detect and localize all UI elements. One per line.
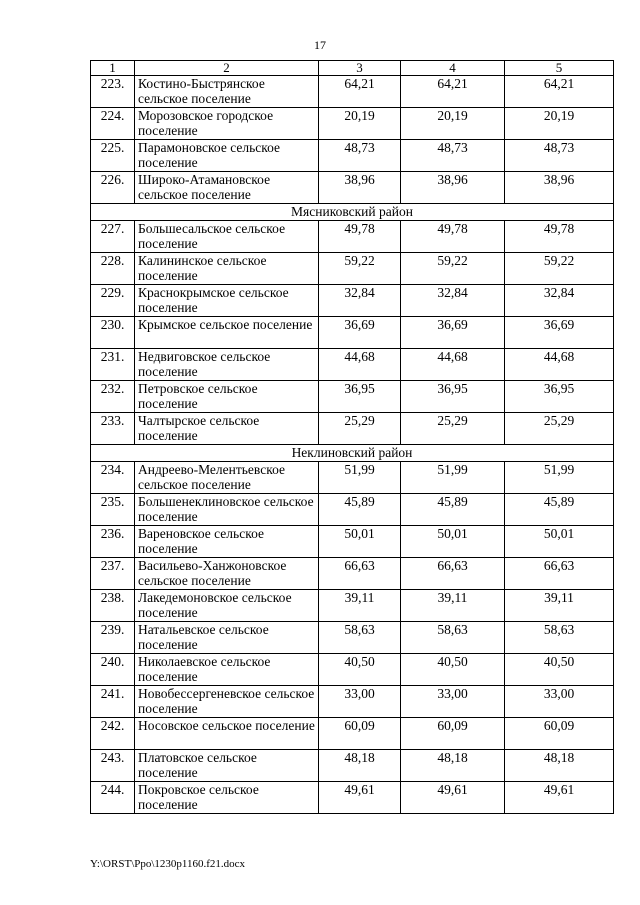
value-col-5: 48,18 — [505, 750, 614, 782]
value-col-3: 36,69 — [319, 317, 401, 349]
value-col-4: 50,01 — [401, 526, 505, 558]
row-number: 228. — [91, 253, 135, 285]
settlement-name: Широко-Атамановское сельское поселение — [135, 172, 319, 204]
column-header: 4 — [401, 61, 505, 76]
row-number: 235. — [91, 494, 135, 526]
value-col-5: 39,11 — [505, 590, 614, 622]
settlement-name: Андреево-Мелентьевское сельское поселение — [135, 462, 319, 494]
value-col-5: 36,69 — [505, 317, 614, 349]
table-row — [91, 140, 614, 172]
settlement-name: Костино-Быстрянское сельское поселение — [135, 76, 319, 108]
settlement-name: Николаевское сельское поселение — [135, 654, 319, 686]
data-table — [90, 60, 614, 814]
row-number: 240. — [91, 654, 135, 686]
table-row — [91, 253, 614, 285]
table-row — [91, 718, 614, 750]
row-number: 243. — [91, 750, 135, 782]
settlement-name: Платовское сельское поселение — [135, 750, 319, 782]
value-col-3: 49,61 — [319, 782, 401, 814]
value-col-5: 20,19 — [505, 108, 614, 140]
value-col-3: 25,29 — [319, 413, 401, 445]
value-col-5: 25,29 — [505, 413, 614, 445]
value-col-4: 32,84 — [401, 285, 505, 317]
value-col-5: 58,63 — [505, 622, 614, 654]
row-number: 229. — [91, 285, 135, 317]
row-number: 242. — [91, 718, 135, 750]
value-col-4: 59,22 — [401, 253, 505, 285]
table-row — [91, 108, 614, 140]
column-header: 2 — [135, 61, 319, 76]
settlement-name: Петровское сельское поселение — [135, 381, 319, 413]
table-row — [91, 381, 614, 413]
settlement-name: Лакедемоновское сельское поселение — [135, 590, 319, 622]
value-col-3: 32,84 — [319, 285, 401, 317]
settlement-name: Носовское сельское поселение — [135, 718, 319, 750]
value-col-4: 40,50 — [401, 654, 505, 686]
value-col-5: 44,68 — [505, 349, 614, 381]
row-number: 237. — [91, 558, 135, 590]
row-number: 227. — [91, 221, 135, 253]
value-col-4: 60,09 — [401, 718, 505, 750]
table-row — [91, 686, 614, 718]
column-header: 1 — [91, 61, 135, 76]
table-row — [91, 558, 614, 590]
value-col-5: 33,00 — [505, 686, 614, 718]
value-col-5: 45,89 — [505, 494, 614, 526]
value-col-5: 48,73 — [505, 140, 614, 172]
district-title: Мясниковский район — [91, 204, 614, 221]
row-number: 224. — [91, 108, 135, 140]
value-col-4: 44,68 — [401, 349, 505, 381]
row-number: 231. — [91, 349, 135, 381]
value-col-3: 20,19 — [319, 108, 401, 140]
settlement-name: Натальевское сельское поселение — [135, 622, 319, 654]
table-row — [91, 782, 614, 814]
value-col-3: 48,18 — [319, 750, 401, 782]
value-col-4: 51,99 — [401, 462, 505, 494]
settlement-name: Большесальское сельское поселение — [135, 221, 319, 253]
table-header — [91, 61, 614, 76]
value-col-4: 38,96 — [401, 172, 505, 204]
value-col-5: 66,63 — [505, 558, 614, 590]
value-col-3: 66,63 — [319, 558, 401, 590]
table-row — [91, 494, 614, 526]
settlement-name: Краснокрымское сельское поселение — [135, 285, 319, 317]
settlement-name: Вареновское сельское поселение — [135, 526, 319, 558]
table-body — [91, 76, 614, 814]
settlement-name: Недвиговское сельское поселение — [135, 349, 319, 381]
district-row — [91, 204, 614, 221]
value-col-5: 49,78 — [505, 221, 614, 253]
value-col-3: 49,78 — [319, 221, 401, 253]
value-col-4: 36,95 — [401, 381, 505, 413]
value-col-4: 36,69 — [401, 317, 505, 349]
row-number: 226. — [91, 172, 135, 204]
value-col-3: 39,11 — [319, 590, 401, 622]
table-row — [91, 285, 614, 317]
table-row — [91, 221, 614, 253]
settlement-name: Парамоновское сельское поселение — [135, 140, 319, 172]
table-row — [91, 526, 614, 558]
value-col-3: 59,22 — [319, 253, 401, 285]
row-number: 244. — [91, 782, 135, 814]
value-col-5: 64,21 — [505, 76, 614, 108]
value-col-3: 58,63 — [319, 622, 401, 654]
value-col-3: 38,96 — [319, 172, 401, 204]
row-number: 233. — [91, 413, 135, 445]
value-col-3: 51,99 — [319, 462, 401, 494]
value-col-5: 49,61 — [505, 782, 614, 814]
row-number: 234. — [91, 462, 135, 494]
table-row — [91, 622, 614, 654]
value-col-4: 33,00 — [401, 686, 505, 718]
table-row — [91, 590, 614, 622]
settlement-name: Калининское сельское поселение — [135, 253, 319, 285]
value-col-3: 33,00 — [319, 686, 401, 718]
column-header: 3 — [319, 61, 401, 76]
value-col-3: 45,89 — [319, 494, 401, 526]
value-col-3: 40,50 — [319, 654, 401, 686]
value-col-4: 49,61 — [401, 782, 505, 814]
value-col-4: 48,73 — [401, 140, 505, 172]
table-row — [91, 750, 614, 782]
value-col-4: 49,78 — [401, 221, 505, 253]
settlement-name: Морозовское городское поселение — [135, 108, 319, 140]
value-col-5: 36,95 — [505, 381, 614, 413]
row-number: 239. — [91, 622, 135, 654]
value-col-3: 60,09 — [319, 718, 401, 750]
settlement-name: Новобессергеневское сельское поселение — [135, 686, 319, 718]
value-col-4: 66,63 — [401, 558, 505, 590]
row-number: 232. — [91, 381, 135, 413]
value-col-4: 48,18 — [401, 750, 505, 782]
settlement-name: Покровское сельское поселение — [135, 782, 319, 814]
settlement-name: Васильево-Ханжоновское сельское поселение — [135, 558, 319, 590]
value-col-3: 64,21 — [319, 76, 401, 108]
district-row — [91, 445, 614, 462]
value-col-4: 25,29 — [401, 413, 505, 445]
table-row — [91, 654, 614, 686]
table-row — [91, 349, 614, 381]
value-col-5: 38,96 — [505, 172, 614, 204]
value-col-3: 48,73 — [319, 140, 401, 172]
file-path-footer: Y:\ORST\Ppo\1230p1160.f21.docx — [90, 858, 246, 870]
value-col-4: 45,89 — [401, 494, 505, 526]
value-col-5: 59,22 — [505, 253, 614, 285]
value-col-4: 58,63 — [401, 622, 505, 654]
row-number: 238. — [91, 590, 135, 622]
table-row — [91, 317, 614, 349]
row-number: 223. — [91, 76, 135, 108]
value-col-5: 51,99 — [505, 462, 614, 494]
table-row — [91, 172, 614, 204]
value-col-4: 20,19 — [401, 108, 505, 140]
table-row — [91, 76, 614, 108]
value-col-4: 64,21 — [401, 76, 505, 108]
column-header: 5 — [505, 61, 614, 76]
value-col-3: 36,95 — [319, 381, 401, 413]
district-title: Неклиновский район — [91, 445, 614, 462]
table-row — [91, 413, 614, 445]
settlement-name: Чалтырское сельское поселение — [135, 413, 319, 445]
row-number: 241. — [91, 686, 135, 718]
value-col-4: 39,11 — [401, 590, 505, 622]
value-col-5: 32,84 — [505, 285, 614, 317]
row-number: 236. — [91, 526, 135, 558]
value-col-5: 50,01 — [505, 526, 614, 558]
value-col-5: 40,50 — [505, 654, 614, 686]
settlement-name: Большенеклиновское сельское поселение — [135, 494, 319, 526]
value-col-3: 50,01 — [319, 526, 401, 558]
row-number: 225. — [91, 140, 135, 172]
page-number: 17 — [314, 38, 326, 52]
value-col-3: 44,68 — [319, 349, 401, 381]
settlement-name: Крымское сельское поселение — [135, 317, 319, 349]
value-col-5: 60,09 — [505, 718, 614, 750]
row-number: 230. — [91, 317, 135, 349]
table-row — [91, 462, 614, 494]
